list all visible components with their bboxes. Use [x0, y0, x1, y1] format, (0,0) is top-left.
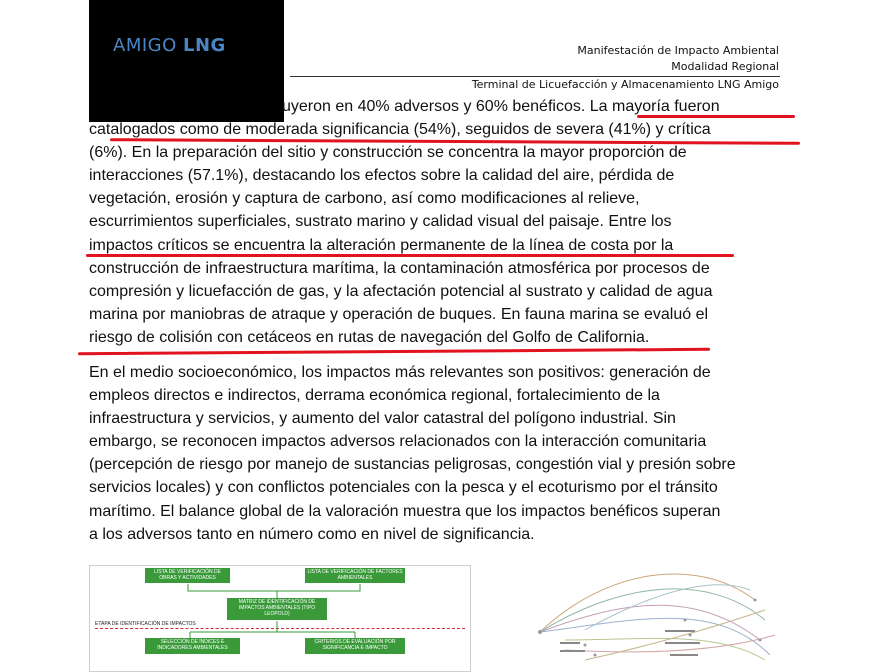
network-node — [759, 639, 762, 642]
impact-summary-paragraph — [89, 95, 791, 349]
text-line: a los adversos tanto en número como en nivel de significancia. — [89, 525, 535, 543]
text-line: empleos directos e indirectos, derrama económica regional, fortalecimiento de la — [89, 387, 660, 405]
network-node — [538, 630, 542, 634]
network-node — [584, 644, 587, 647]
network-link — [540, 589, 765, 632]
network-node — [754, 599, 757, 602]
node-label-mark — [665, 630, 695, 632]
flow-box-activities: LISTA DE VERIFICACIÓN DE OBRAS Y ACTIVIDADES — [145, 568, 230, 583]
node-label-mark — [665, 642, 700, 644]
text-line: (percepción de riesgo por manejo de sustancias peligrosas, congestión vial y presión sobre — [89, 456, 736, 474]
text-line: En el medio socioeconómico, los impactos más relevantes son positivos: generación de — [89, 364, 711, 381]
impact-network-diagram — [525, 560, 805, 670]
logo-text: AMIGO LNG — [113, 35, 226, 56]
network-node — [594, 654, 597, 657]
node-label-mark — [560, 650, 585, 652]
highlight-underline — [637, 115, 795, 118]
text-line: catalogados como de moderada significancia (54%), seguidos de severa (41%) y crítica — [89, 121, 711, 139]
header-divider — [290, 76, 780, 77]
methodology-flow-diagram — [89, 565, 471, 672]
node-label-mark — [560, 642, 580, 644]
connector-line — [190, 621, 355, 638]
highlight-underline — [86, 254, 734, 257]
project-name: Terminal de Licuefacción y Almacenamiento LNG Amigo — [471, 78, 779, 91]
flow-box-leopold-matrix: MATRIZ DE IDENTIFICACIÓN DE IMPACTOS AMBIENTALES (TIPO LEOPOLD) — [227, 598, 327, 620]
stage-label: ETAPA DE IDENTIFICACIÓN DE IMPACTOS — [95, 621, 196, 627]
network-node — [684, 619, 687, 622]
network-node — [689, 634, 692, 637]
text-line: interacciones (57.1%), destacando los efectos sobre la calidad del aire, pérdida de — [89, 167, 675, 185]
text-line: (6%). En la preparación del sitio y construcción se concentra la mayor proporción de — [89, 144, 687, 162]
text-line: compresión y licuefacción de gas, y la afectación potencial al sustrato y calidad de agua — [89, 282, 713, 300]
flow-box-criteria: CRITERIOS DE EVALUACIÓN POR SIGNIFICANCIA E IMPACTO — [305, 638, 405, 654]
socioeconomic-paragraph — [89, 361, 791, 546]
text-line: uyeron en 40% adversos y 60% benéficos. La mayoría fueron — [282, 98, 720, 115]
node-label-mark — [670, 654, 698, 656]
text-line: servicios locales) y con conflictos potenciales con la pesca y el ecoturismo por el tránsito — [89, 479, 718, 497]
text-line: escurrimientos superficiales, sustrato marino y calidad visual del paisaje. Entre los — [89, 213, 672, 231]
text-line: impactos críticos se encuentra la alteración permanente de la línea de costa por la — [89, 236, 674, 254]
network-link — [585, 610, 765, 660]
connector-line — [188, 584, 360, 591]
text-line: marítimo. El balance global de la valoración muestra que los impactos benéficos superan — [89, 502, 721, 520]
network-link — [565, 638, 765, 660]
flow-box-factors: LISTA DE VERIFICACIÓN DE FACTORES AMBIENTALES — [305, 568, 405, 583]
text-line: embargo, se reconocen impactos adversos relacionados con la interacción comunitaria — [89, 433, 707, 451]
text-line: riesgo de colisión con cetáceos en rutas de navegación del Golfo de California. — [89, 328, 650, 346]
text-line: marina por maniobras de atraque y operación de buques. En fauna marina se evaluó el — [89, 305, 709, 323]
document-title: Manifestación de Impacto Ambiental — [577, 44, 779, 57]
flow-connectors — [90, 566, 470, 671]
document-modality: Modalidad Regional — [671, 60, 779, 73]
text-line: construcción de infraestructura marítima, la contaminación atmosférica por procesos de — [89, 259, 710, 277]
text-line: infraestructura y servicios, y aumento del valor catastral del polígono industrial. Sin — [89, 410, 676, 428]
flow-box-indicators: SELECCIÓN DE ÍNDICES E INDICADORES AMBIENTALES — [145, 638, 240, 654]
text-line: vegetación, erosión y captura de carbono, así como modificaciones al relieve, — [89, 190, 640, 208]
